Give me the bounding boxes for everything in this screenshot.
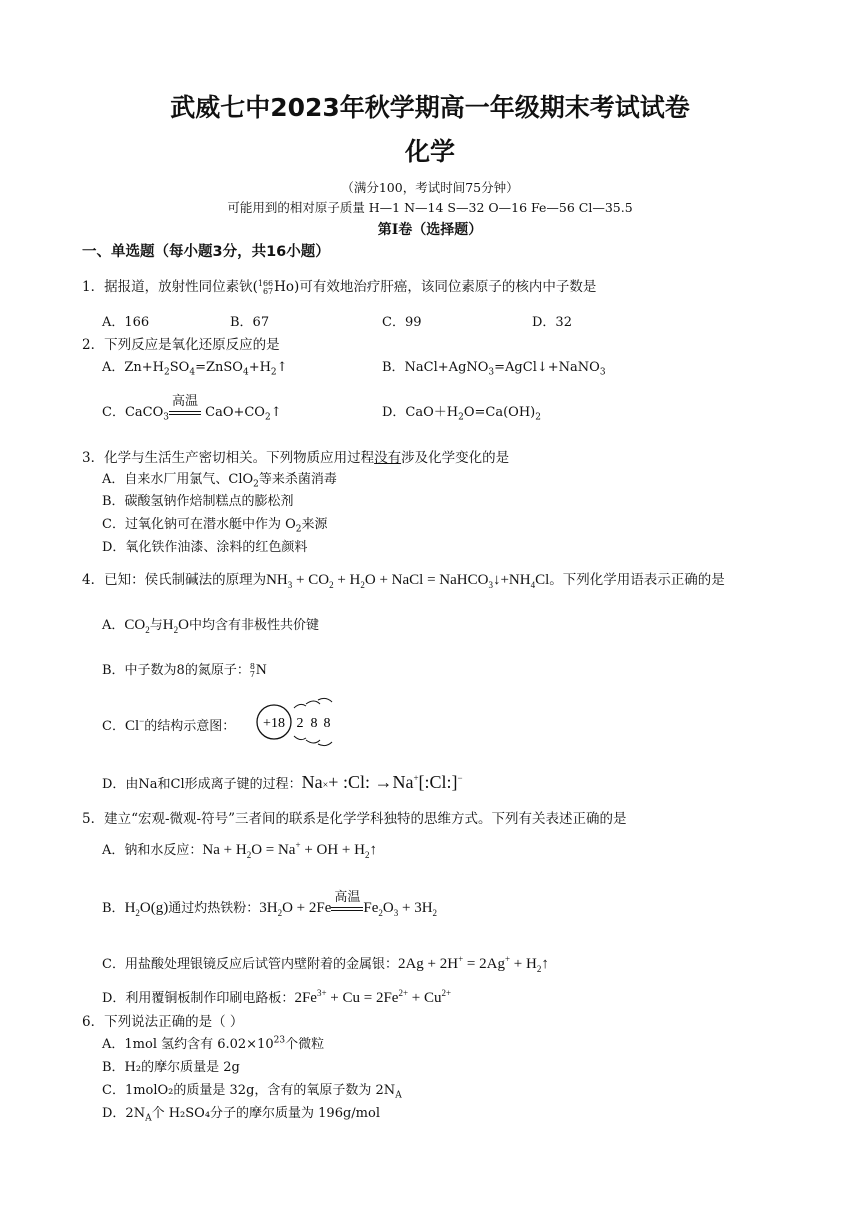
q4-option-a: A．$CO_2$与$H_2O$中均含有非极性共价键 [102, 617, 319, 635]
q3-option-c: C．过氧化钠可在潜水艇中作为 $O_2$来源 [102, 517, 328, 535]
question-1-stem: 1．据报道，放射性同位素钬( 166 67 Ho)可有效地治疗肝癌，该同位素原子的核内中子数是 [82, 278, 597, 296]
exam-info: （满分100，考试时间75分钟） [341, 180, 519, 195]
atomic-masses: 可能用到的相对原子质量 H—1 N—14 S—32 O—16 Fe—56 Cl—35.5 [227, 200, 633, 215]
svg-text:8: 8 [323, 716, 331, 731]
q6-option-c: C．1molO₂的质量是 32g，含有的氧原子数为 $2N_A$ [102, 1083, 402, 1101]
q3-option-b: B．碳酸氢钠作焙制糕点的膨松剂 [102, 494, 294, 509]
question-3-stem: 3．化学与生活生产密切相关。下列物质应用过程没有涉及化学变化的是 [82, 450, 510, 466]
q6-option-a: A．1mol 氢约含有 $6.02\times 10^{23}$个微粒 [102, 1035, 325, 1052]
question-6-stem: 6．下列说法正确的是（ ） [82, 1014, 244, 1030]
svg-text:2: 2 [296, 716, 304, 731]
q2-option-b: B．NaCl+AgNO$_3$=AgCl↓+NaNO$_3$ [382, 360, 606, 378]
exam-title: 武威七中2023年秋学期高一年级期末考试试卷 [170, 93, 690, 122]
q6-option-d: D．$2N_A$个 H₂SO₄分子的摩尔质量为 196g/mol [102, 1106, 380, 1124]
subject-title: 化学 [404, 137, 455, 166]
section-title: 一、单选题（每小题3分，共16小题） [82, 244, 330, 260]
q1-option-a: A．166 [102, 315, 150, 330]
q1-option-b: B．67 [230, 315, 270, 330]
q4-option-b: B．中子数为8的氮原子： 8 7 N [102, 661, 267, 679]
q6-option-b: B．H₂的摩尔质量是 2g [102, 1060, 240, 1075]
q1-option-d: D．32 [532, 315, 572, 330]
isotope-notation: 166 67 [257, 278, 274, 296]
q2-option-a: A．$Zn+H_2SO_4=ZnSO_4+H_2↑$ [102, 360, 288, 378]
q2-option-d: D．$CaO+H_2O=Ca(OH)_2$ [382, 405, 541, 423]
volume-title: 第Ⅰ卷（选择题） [377, 222, 483, 238]
high-temp-condition: 高温 [169, 405, 201, 420]
question-5-stem: 5．建立“宏观-微观-符号”三者间的联系是化学学科独特的思维方式。下列有关表述正确的是 [82, 811, 627, 827]
chloride-ion-structure-diagram [254, 696, 334, 748]
q1-option-c: C．99 [382, 315, 422, 330]
q5-option-d: D．利用覆铜板制作印刷电路板：$2Fe^{3+} + Cu = 2Fe^{2+} + Cu^{2+}$ [102, 988, 452, 1006]
q5-option-a: A．钠和水反应：$Na + H_2O = Na^+$ + OH + $H_2↑$ [102, 840, 377, 860]
q3-option-a: A．自来水厂用氯气、ClO$_2$等来杀菌消毒 [102, 472, 337, 490]
svg-text:+18: +18 [263, 716, 285, 731]
svg-text:8: 8 [310, 716, 318, 731]
q3-option-d: D．氧化铁作油漆、涂料的红色颜料 [102, 540, 308, 555]
q5-option-c: C．用盐酸处理银镜反应后试管内壁附着的金属银：$2Ag + 2H^+ = 2Ag^+ + H_2↑$ [102, 954, 549, 974]
q2-option-c: C．CaCO$_3$ 高温 $CaO+CO_2↑$ [102, 394, 282, 423]
q4-option-d: D．由Na和Cl形成离子键的过程：Na×+ :Cl: →Na+[:Cl:]− [102, 772, 463, 792]
question-2-stem: 2．下列反应是氧化还原反应的是 [82, 337, 280, 353]
q5-option-b: B．$H_2O(g)$通过灼热铁粉：$3H_2O + 2Fe$ 高温 $Fe_2O_3 + 3H_2$ [102, 890, 438, 918]
q4-option-c: C．Cl−的结构示意图： [102, 716, 236, 734]
question-4-stem: 4．已知：侯氏制碱法的原理为$NH_3 + CO_2 + H_2O$ + NaCl = $NaHCO_3↓+NH_4Cl$。下列化学用语表示正确的是 [82, 572, 725, 590]
high-temp-condition-2: 高温 [331, 901, 363, 916]
